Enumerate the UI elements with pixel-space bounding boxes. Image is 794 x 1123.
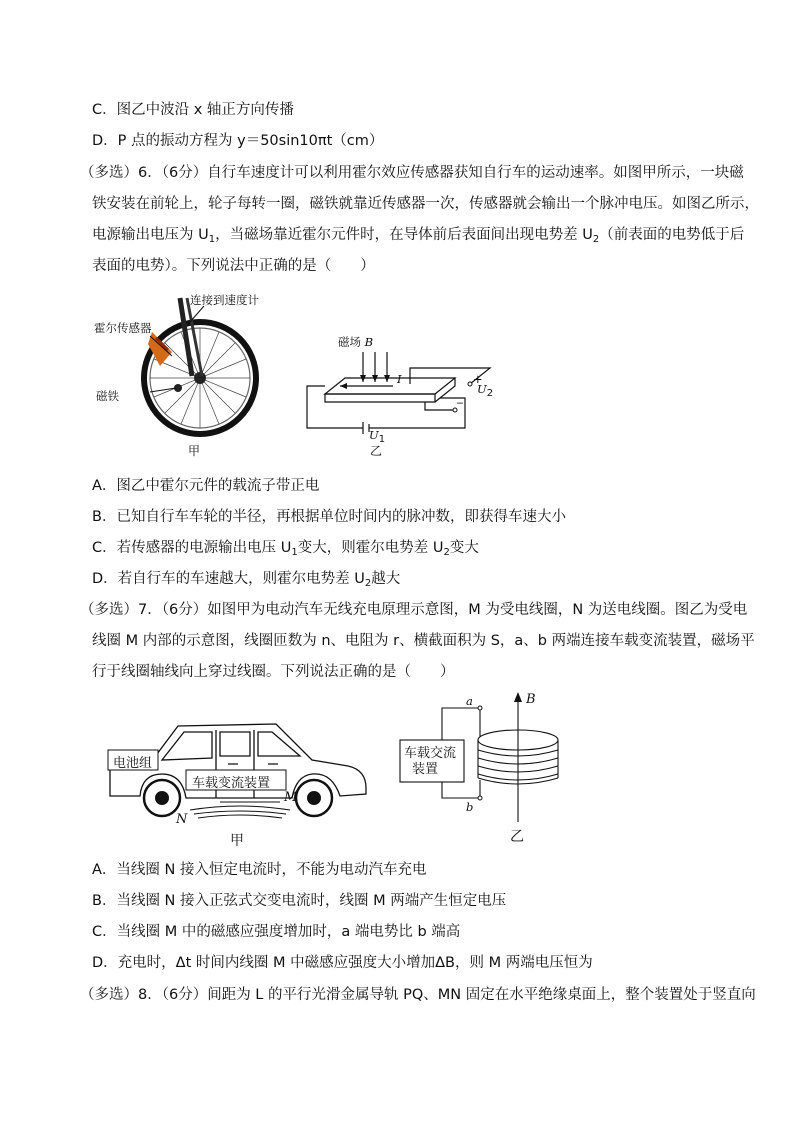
q8-stem-line1: （多选）8．（6分）间距为 L 的平行光滑金属导轨 PQ、MN 固定在水平绝缘桌面上，整个装置处于竖直向 (80, 987, 756, 1003)
label-coil-N: N (176, 812, 188, 827)
bicycle-wheel-illustration (92, 292, 262, 462)
q7-option-d: D．充电时，Δt 时间内线圈 M 中磁感应强度大小增加ΔB，则 M 两端电压恒为 (92, 955, 593, 971)
label-connect-speedometer: 连接到速度计 (190, 293, 259, 307)
q7-stem-line3: 行于线圈轴线向上穿过线圈。下列说法正确的是（ ） (92, 664, 455, 680)
label-magnet: 磁铁 (96, 389, 119, 403)
q7-stem-line1: （多选）7．（6分）如图甲为电动汽车无线充电原理示意图，M 为受电线圈，N 为送电线圈。图乙为受电 (80, 602, 748, 618)
label-battery: 电池组 (113, 756, 153, 771)
q6-stem-line4: 表面的电势）。下列说法中正确的是（ ） (92, 258, 375, 274)
label-magnetic-field: 磁场 B (338, 335, 374, 349)
label-terminal-b: b (466, 800, 474, 814)
label-terminal-a: a (466, 694, 473, 708)
label-coil-M: M (284, 790, 298, 805)
q7-option-a: A．当线圈 N 接入恒定电流时，不能为电动汽车充电 (92, 862, 427, 878)
q6-figure-hall-circuit (305, 328, 505, 458)
label-minus: _ (457, 390, 463, 404)
q6-stem-line3: 电源输出电压为 $U_1$，当磁场靠近霍尔元件时，在导体前后表面间出现电势差 $U_2$（前表面的电势低于后 (92, 227, 745, 245)
caption-jia: 甲 (230, 833, 244, 849)
q7-stem-line2: 线圈 M 内部的示意图，线圈匝数为 n、电阻为 r、横截面积为 S，a、b 两端连接车载变流装置，磁场平 (92, 633, 755, 649)
hall-circuit-diagram (305, 328, 505, 458)
q6-stem-line1: （多选）6．（6分）自行车速度计可以利用霍尔效应传感器获知自行车的运动速率。如图甲所示，一块磁 (80, 165, 744, 181)
label-ac-converter-line1: 车载交流 (404, 746, 457, 761)
label-ac-converter-line2: 装置 (412, 762, 439, 777)
label-plus: + (473, 372, 483, 386)
caption-yi: 乙 (370, 444, 383, 458)
q7-figure-car (100, 712, 380, 852)
q6-stem-line2: 铁安装在前轮上，轮子每转一圈，磁铁就靠近传感器一次，传感器就会输出一个脉冲电压。如图乙所示， (92, 196, 759, 212)
label-U1: $U_1$ (369, 428, 386, 445)
q7-figure-coil (398, 690, 578, 845)
caption-jia: 甲 (188, 444, 201, 458)
label-U2: $U_2$ (477, 382, 494, 399)
q6-option-b: B．已知自行车车轮的半径，再根据单位时间内的脉冲数，即获得车速大小 (92, 509, 566, 525)
q7-option-b: B．当线圈 N 接入正弦式交变电流时，线圈 M 两端产生恒定电压 (92, 893, 507, 909)
label-hall-sensor: 霍尔传感器 (94, 321, 152, 335)
q6-option-c: C．若传感器的电源输出电压 $U_1$变大，则霍尔电势差 $U_2$变大 (92, 540, 479, 558)
q6-option-a: A．图乙中霍尔元件的载流子带正电 (92, 478, 320, 494)
label-current-I: I (397, 372, 402, 386)
q5-option-c: C．图乙中波沿 x 轴正方向传播 (92, 102, 294, 118)
label-onboard-converter: 车载变流装置 (192, 776, 271, 791)
q5-option-d: D．P 点的振动方程为 y＝50sin10πt（cm） (92, 133, 384, 149)
q7-option-c: C．当线圈 M 中的磁感应强度增加时，a 端电势比 b 端高 (92, 924, 461, 940)
label-field-B: B (526, 692, 536, 707)
caption-yi: 乙 (510, 829, 524, 845)
q6-option-d: D．若自行车的车速越大，则霍尔电势差 $U_2$越大 (92, 571, 401, 589)
q6-figure-bicycle (92, 292, 262, 462)
